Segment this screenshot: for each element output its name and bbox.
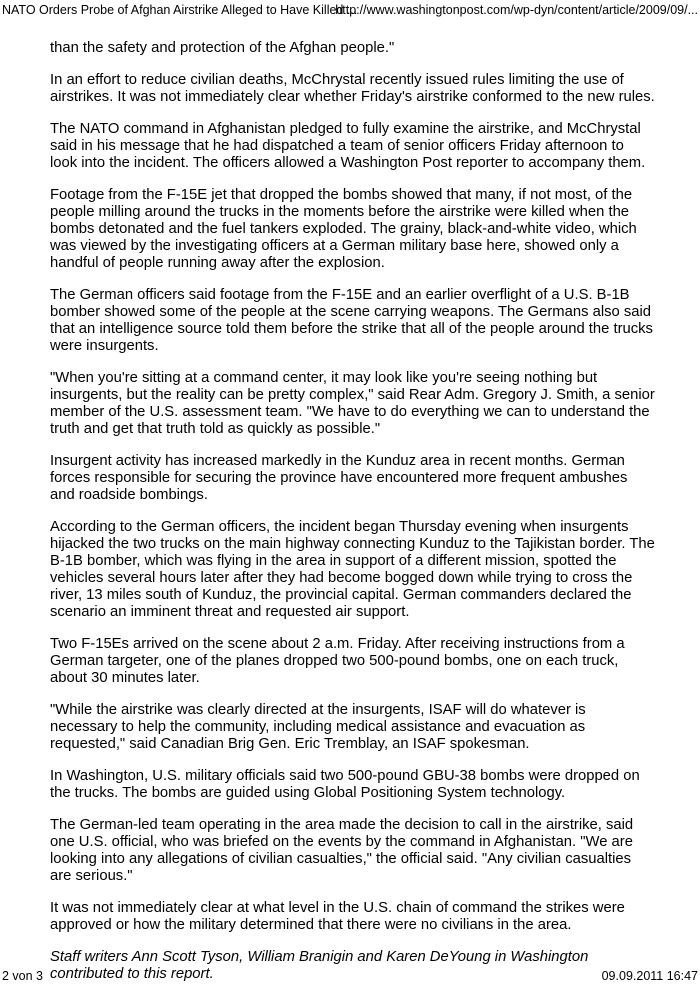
article-paragraph: "While the airstrike was clearly directed at the insurgents, ISAF will do whatever is necessary to help the community, including medical assistance and evacuation as requested," said Canadian Brig Gen. Eric Tremblay, an ISAF spokesman. — [50, 702, 586, 752]
article-paragraph: In Washington, U.S. military officials said two 500-pound GBU-38 bombs were dropped on the trucks. The bombs are guided using Global Positioning System technology. — [50, 768, 640, 801]
page-url: http://www.washingtonpost.com/wp-dyn/content/article/2009/09/... — [335, 3, 698, 17]
article-paragraph: "When you're sitting at a command center, it may look like you're seeing nothing but insurgents, but the reality can be pretty complex," said Rear Adm. Gregory J. Smith, a senior member of the U.S. assessment team. "We have to do everything we can to understand the truth and get that truth told as quickly as possible." — [50, 370, 655, 437]
staff-credit: Staff writers Ann Scott Tyson, William Branigin and Karen DeYoung in Washington contributed to this report. — [50, 949, 589, 982]
article-body — [50, 40, 655, 998]
page-number: 2 von 3 — [2, 969, 44, 983]
article-paragraph: The NATO command in Afghanistan pledged to fully examine the airstrike, and McChrystal said in his message that he had dispatched a team of senior officers Friday afternoon to look into the incident. The officers allowed a Washington Post reporter to accompany them. — [50, 121, 646, 171]
article-paragraph: The German-led team operating in the area made the decision to call in the airstrike, said one U.S. official, who was briefed on the events by the command in Afghanistan. "We are looking into any allegations of civilian casualties," the official said. "Any civilian casualties are serious." — [50, 817, 634, 884]
article-paragraph: In an effort to reduce civilian deaths, McChrystal recently issued rules limiting the use of airstrikes. It was not immediately clear whether Friday's airstrike conformed to the new rules. — [50, 72, 655, 105]
article-paragraph: According to the German officers, the incident began Thursday evening when insurgents hijacked the two trucks on the main highway connecting Kunduz to the Tajikistan border. The B-1B bomber, which was flying in the area in support of a different mission, spotted the vehicles several hours later after they had become bogged down while trying to cross the river, 13 miles south of Kunduz, the provincial capital. German commanders declared the scenario an imminent threat and requested air support. — [50, 519, 655, 620]
article-paragraph: than the safety and protection of the Afghan people." — [50, 40, 395, 56]
article-paragraph: Insurgent activity has increased markedly in the Kunduz area in recent months. German forces responsible for securing the province have encountered more frequent ambushes and roadside bombings. — [50, 453, 628, 503]
article-paragraph: It was not immediately clear at what level in the U.S. chain of command the strikes were approved or how the military determined that there were no civilians in the area. — [50, 900, 625, 933]
print-timestamp: 09.09.2011 16:47 — [601, 969, 698, 983]
article-paragraph: Footage from the F-15E jet that dropped the bombs showed that many, if not most, of the people milling around the trucks in the moments before the airstrike were killed when the bombs detonated and the fuel tankers exploded. The grainy, black-and-white video, which was viewed by the investigating officers at a German military base here, showed only a handful of people running away after the explosion. — [50, 187, 637, 271]
print-footer — [2, 967, 698, 985]
print-header — [2, 1, 698, 19]
article-paragraph: Two F-15Es arrived on the scene about 2 a.m. Friday. After receiving instructions from a German targeter, one of the planes dropped two 500-pound bombs, one on each truck, about 30 minutes later. — [50, 636, 625, 686]
page-title: NATO Orders Probe of Afghan Airstrike Alleged to Have Killed ... — [2, 3, 358, 17]
article-paragraph: The German officers said footage from the F-15E and an earlier overflight of a U.S. B-1B bomber showed some of the people at the scene carrying weapons. The Germans also said that an intelligence source told them before the strike that all of the people around the trucks were insurgents. — [50, 287, 653, 354]
